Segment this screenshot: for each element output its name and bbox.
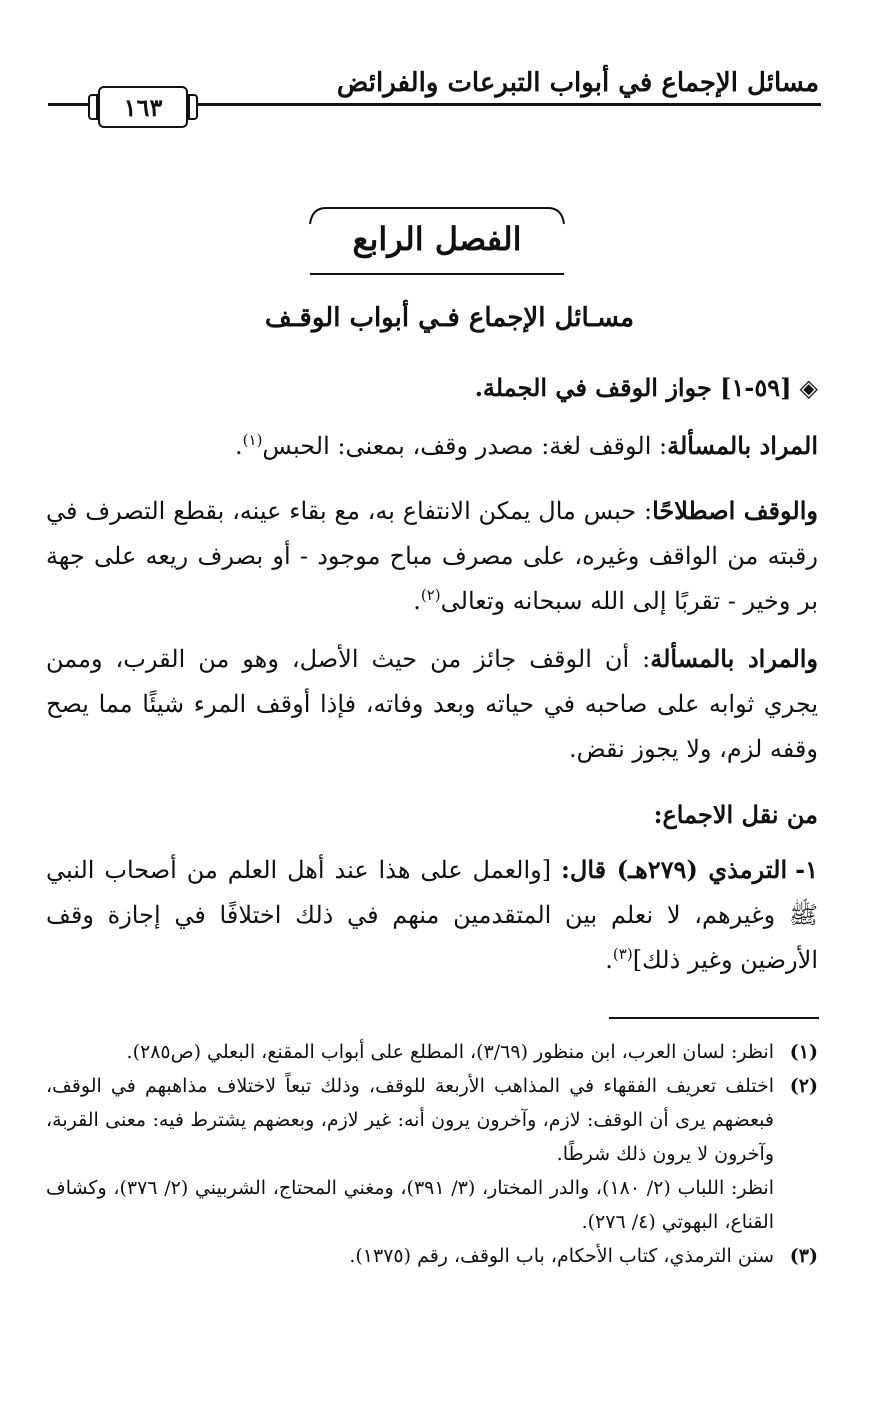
consensus-item-1 xyxy=(46,847,818,983)
running-title: مسائل الإجماع في أبواب التبرعات والفرائض xyxy=(336,68,819,98)
item-quote: [والعمل على هذا عند أهل العلم من أصحاب النبي ﷺ وغيرهم، لا نعلم بين المتقدمين منهم في ذلك اختلافًا في إجازة وقف الأرضين وغير ذلك] xyxy=(46,856,818,974)
intent-label: والمراد بالمسألة xyxy=(650,644,819,673)
item-label: الترمذي (٢٧٩هـ) قال: xyxy=(561,855,788,884)
term-label: والوقف اصطلاحًا xyxy=(652,496,818,525)
diamond-bullet-icon: ◈ xyxy=(799,373,818,402)
footnote-ref-1: (١) xyxy=(242,431,263,449)
page-number-frame xyxy=(98,86,188,128)
footnote-text: اختلف تعريف الفقهاء في المذاهب الأربعة للوقف، وذلك تبعاً لاختلاف مذاهبهم في الوقف، فبعضهم يرى أن الوقف: لازم، وآخرون يرون أنه: غير لازم، وبعضهم يشترط فيه: معنى القربة، وآخرون لا يرون ذلك شرطًا. xyxy=(46,1075,774,1165)
footnote-mark: (١) xyxy=(789,1041,818,1063)
footnote-text: سنن الترمذي، كتاب الأحكام، باب الوقف، رقم (١٣٧٥). xyxy=(349,1245,774,1267)
section-title: مسـائل الإجماع فـي أبواب الوقـف xyxy=(264,303,635,333)
footnotes xyxy=(46,1035,818,1273)
footnote-separator xyxy=(609,1017,819,1019)
chapter-title: الفصل الرابع xyxy=(352,220,522,258)
consensus-transmitters-heading: من نقل الاجماع: xyxy=(653,800,818,829)
footnote-mark: (٣) xyxy=(789,1245,818,1267)
period: . xyxy=(235,432,243,460)
paragraph-linguistic-meaning xyxy=(46,423,818,469)
item-number: ١- xyxy=(795,855,818,884)
paragraph-issue-intent xyxy=(46,636,818,772)
chapter-title-frame xyxy=(306,202,568,278)
footnote-text: انظر: لسان العرب، ابن منظور (٣/٦٩)، المطلع على أبواب المقنع، البعلي (ص٢٨٥). xyxy=(126,1041,774,1063)
footnote-1 xyxy=(46,1035,818,1069)
paragraph-technical-definition xyxy=(46,488,818,624)
footnote-2 xyxy=(46,1069,818,1239)
footnote-3 xyxy=(46,1239,818,1273)
meaning-label: المراد بالمسألة xyxy=(667,431,818,460)
footnote-text: انظر: اللباب (٢/ ١٨٠)، والدر المختار، (٣/ ٣٩١)، ومغني المحتاج، الشربيني (٢/ ٣٧٦)، وكشاف القناع، البهوتي (٤/ ٢٧٦). xyxy=(46,1177,774,1233)
meaning-text: : الوقف لغة: مصدر وقف، بمعنى: الحبس xyxy=(262,432,668,460)
issue-heading xyxy=(46,365,818,410)
intent-text: : أن الوقف جائز من حيث الأصل، وهو من القرب، وممن يجري ثوابه على صاحبه في حياته وبعد وفاته، فإذا أوقف المرء شيئًا مما يصح وقفه لزم، ولا يجوز نقض. xyxy=(46,645,818,763)
footnote-ref-3: (٣) xyxy=(612,945,633,963)
period: . xyxy=(605,946,613,974)
issue-heading-text: [٥٩-١] جواز الوقف في الجملة. xyxy=(474,373,792,402)
term-text: : حبس مال يمكن الانتفاع به، مع بقاء عينه، بقطع التصرف في رقبته من الواقف وغيره، على مصرف مباح موجود - أو بصرف ريعه على جهة بر وخير - تقربًا إلى الله سبحانه وتعالى xyxy=(46,497,818,615)
period: . xyxy=(413,587,421,615)
footnote-ref-2: (٢) xyxy=(420,586,441,604)
footnote-mark: (٢) xyxy=(789,1075,818,1097)
page-number: ١٦٣ xyxy=(123,92,163,122)
